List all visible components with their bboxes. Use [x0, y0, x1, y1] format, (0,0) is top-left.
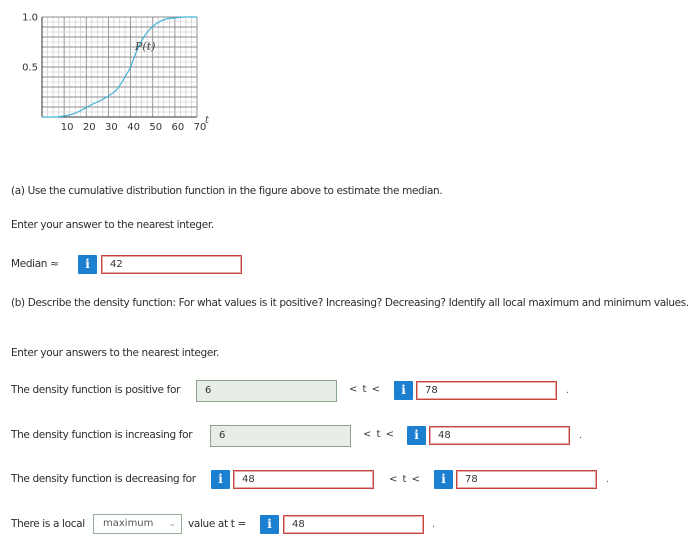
- increasing-upper-input[interactable]: 48: [429, 426, 570, 445]
- positive-label: The density function is positive for: [11, 384, 181, 396]
- part-b-question: (b) Describe the density function: For what values is it positive? Increasing? Decreasing? Identify all local maximum and minimum values.: [11, 297, 689, 309]
- positive-info-icon[interactable]: i: [394, 381, 413, 400]
- x-tick-label: 70: [193, 122, 207, 133]
- chart-x-tick-labels: [61, 122, 207, 133]
- decreasing-lower-input[interactable]: 48: [233, 470, 374, 489]
- x-tick-label: 20: [82, 122, 96, 133]
- x-axis-label: t: [205, 115, 210, 126]
- part-a-question: (a) Use the cumulative distribution function in the figure above to estimate the median.: [11, 185, 443, 197]
- curve-label: P(t): [135, 40, 156, 53]
- x-tick-label: 30: [105, 122, 118, 133]
- local-period: .: [432, 519, 436, 530]
- increasing-lower-input[interactable]: 6: [210, 425, 351, 447]
- part-a-instruction: Enter your answer to the nearest integer.: [11, 219, 214, 231]
- local-value-input[interactable]: 48: [283, 515, 424, 534]
- extremum-type-select[interactable]: [93, 514, 182, 534]
- increasing-inequality: < t <: [363, 429, 396, 440]
- decreasing-upper-info-icon[interactable]: i: [434, 470, 453, 489]
- median-input[interactable]: 42: [101, 255, 242, 274]
- positive-upper-input[interactable]: 78: [416, 381, 557, 400]
- extremum-type-selected-value: maximum: [103, 518, 154, 529]
- chart-grid: [42, 17, 197, 117]
- x-tick-label: 50: [149, 122, 163, 133]
- decreasing-lower-info-icon[interactable]: i: [211, 470, 230, 489]
- decreasing-upper-input[interactable]: 78: [456, 470, 597, 489]
- chart-y-tick-labels: [22, 13, 38, 74]
- increasing-label: The density function is increasing for: [11, 429, 193, 441]
- x-tick-label: 40: [127, 122, 140, 133]
- y-tick-label: 1.0: [22, 12, 38, 24]
- decreasing-label: The density function is decreasing for: [11, 473, 196, 485]
- chevron-down-icon: ⌄: [168, 519, 176, 529]
- positive-inequality: < t <: [349, 384, 382, 395]
- decreasing-period: .: [606, 474, 610, 485]
- cdf-chart: [0, 0, 220, 140]
- increasing-period: .: [579, 430, 583, 441]
- decreasing-inequality: < t <: [389, 474, 422, 485]
- x-tick-label: 60: [171, 122, 185, 133]
- part-b-instruction: Enter your answers to the nearest integer.: [11, 347, 219, 359]
- median-label: Median ≈: [11, 258, 59, 270]
- x-tick-label: 10: [60, 122, 74, 133]
- positive-lower-input[interactable]: 6: [196, 380, 337, 402]
- local-label: There is a local: [11, 518, 85, 530]
- increasing-info-icon[interactable]: i: [407, 426, 426, 445]
- local-value-at-label: value at t =: [188, 518, 246, 530]
- median-info-icon[interactable]: i: [78, 255, 97, 274]
- y-tick-label: 0.5: [22, 62, 38, 74]
- positive-period: .: [566, 385, 570, 396]
- local-info-icon[interactable]: i: [260, 515, 279, 534]
